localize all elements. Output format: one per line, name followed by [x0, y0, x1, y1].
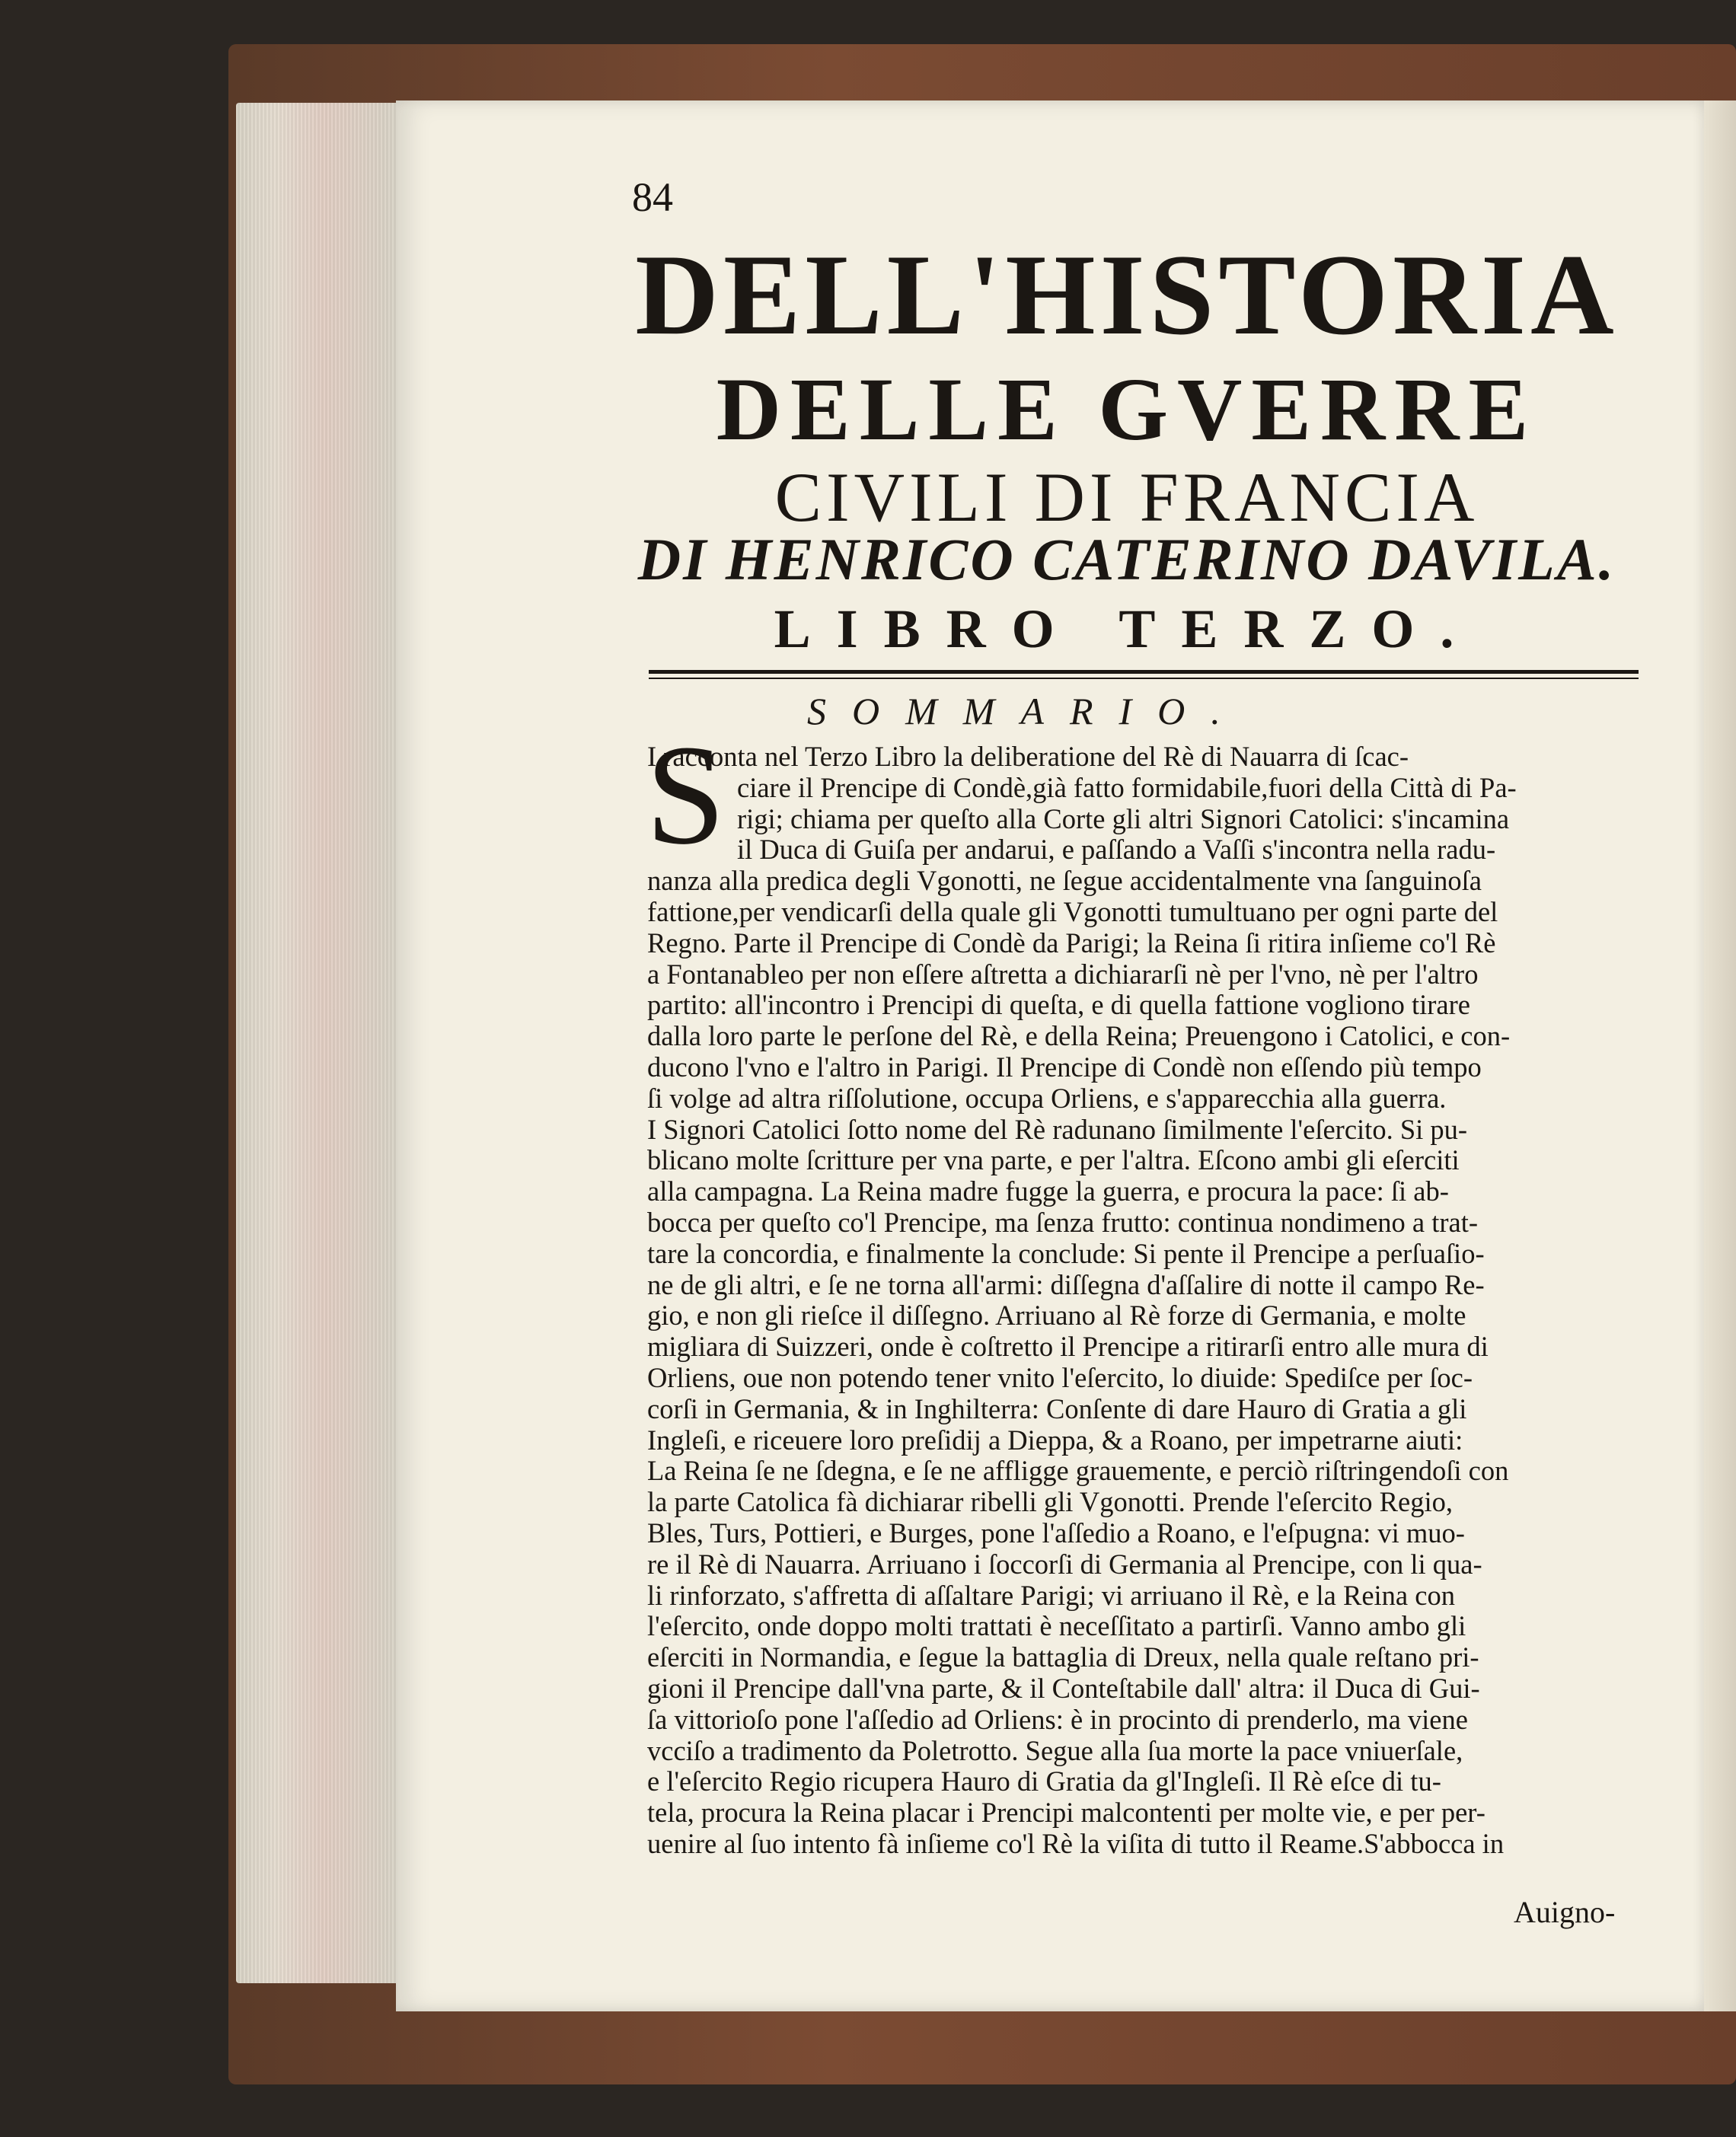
text-line: li rinforzato, s'affretta di aſſaltare Parigi; vi arriuano il Rè, e la Reina con	[647, 1579, 1455, 1611]
sommario-heading: SOMMARIO.	[807, 690, 1246, 732]
heading-rule-thick	[649, 670, 1639, 674]
page-gutter-edge	[1704, 100, 1736, 2011]
text-line: migliara di Suizzeri, onde è coſtretto il Prencipe a ritirarſi entro alle mura di	[647, 1331, 1489, 1363]
title-line-3: CIVILI DI FRANCIA	[774, 458, 1479, 536]
page-edges	[236, 103, 396, 1983]
text-line: l'eſercito, onde doppo molti trattati è neceſſitato a partirſi. Vanno ambo gli	[647, 1610, 1466, 1642]
text-line: vcciſo a tradimento da Poletrotto. Segue alla ſua morte la pace vniuerſale,	[647, 1734, 1463, 1766]
text-line: Orliens, oue non potendo tener vnito l'eſercito, lo diuide: Spediſce per ſoc-	[647, 1362, 1473, 1393]
text-line: dalla loro parte le perſone del Rè, e della Reina; Preuengono i Catolici, e con-	[647, 1020, 1511, 1052]
text-line: alla campagna. La Reina madre fugge la guerra, e procura la pace: ſi ab-	[647, 1175, 1449, 1207]
text-line: ducono l'vno e l'altro in Parigi. Il Prencipe di Condè non eſſendo più tempo	[647, 1051, 1482, 1083]
text-line: re il Rè di Nauarra. Arriuano i ſoccorſi di Germania al Prencipe, con li qua-	[647, 1548, 1482, 1580]
text-line: gio, e non gli rieſce il diſſegno. Arriuano al Rè forze di Germania, e molte	[647, 1300, 1466, 1332]
text-line: nanza alla predica degli Vgonotti, ne ſegue accidentalmente vna ſanguinoſa	[647, 865, 1482, 897]
text-line: corſi in Germania, & in Inghilterra: Conſente di dare Hauro di Gratia a gli	[647, 1392, 1467, 1424]
drop-cap: S	[646, 715, 726, 874]
text-line: Ingleſi, e riceuere loro preſidij a Dieppa, & a Roano, per impetrarne aiuti:	[647, 1424, 1463, 1456]
text-line: blicano molte ſcritture per vna parte, e per l'altra. Eſcono ambi gli eſerciti	[647, 1144, 1460, 1176]
text-line: ſi volge ad altra riſſolutione, occupa Orliens, e s'apparecchia alla guerra.	[647, 1082, 1447, 1114]
text-line: I Signori Catolici ſotto nome del Rè radunano ſimilmente l'eſercito. Si pu-	[647, 1113, 1468, 1145]
text-line: partito: all'incontro i Prencipi di queſta, e di quella fattione vogliono tirare	[647, 989, 1470, 1021]
text-line: ciare il Prencipe di Condè,già fatto formidabile,fuori della Città di Pa-	[737, 771, 1517, 803]
text-line: rigi; chiama per queſto alla Corte gli altri Signori Catolici: s'incamina	[737, 802, 1510, 834]
text-line: la parte Catolica fà dichiarar ribelli gli Vgonotti. Prende l'eſercito Regio,	[647, 1486, 1453, 1518]
text-line: tela, procura la Reina placar i Prencipi malcontenti per molte vie, e per per-	[647, 1797, 1485, 1829]
text-line: ne de gli altri, e ſe ne torna all'armi: diſſegna d'aſſalire di notte il campo Re-	[647, 1268, 1485, 1300]
page-number: 84	[632, 174, 673, 220]
text-line: I racconta nel Terzo Libro la deliberatione del Rè di Nauarra di ſcac-	[647, 741, 1409, 772]
text-line: il Duca di Guiſa per andarui, e paſſando a Vaſſi s'incontra nella radu-	[737, 834, 1496, 866]
heading-rule-thin	[649, 678, 1639, 679]
text-line: e l'eſercito Regio ricupera Hauro di Gratia da gl'Ingleſi. Il Rè eſce di tu-	[647, 1765, 1441, 1797]
text-line: gioni il Prencipe dall'vna parte, & il Conteſtabile dall' altra: il Duca di Gui-	[647, 1673, 1480, 1704]
title-line-2: DELLE GVERRE	[716, 359, 1538, 459]
author-line: DI HENRICO CATERINO DAVILA.	[637, 526, 1616, 592]
title-line-1: DELL'HISTORIA	[635, 231, 1619, 359]
catchword: Auigno-	[1514, 1895, 1616, 1929]
text-line: bocca per queſto co'l Prencipe, ma ſenza frutto: continua nondimeno a trat-	[647, 1207, 1479, 1238]
text-line: tare la concordia, e finalmente la conclude: Si pente il Prencipe a perſuaſio-	[647, 1237, 1485, 1269]
text-line: a Fontanableo per non eſſere aſtretta a dichiararſi nè per l'vno, nè per l'altro	[647, 958, 1479, 990]
text-line: La Reina ſe ne ſdegna, e ſe ne affligge grauemente, e perciò riſtringendoſi con	[647, 1455, 1509, 1487]
text-line: eſerciti in Normandia, e ſegue la battaglia di Dreux, nella quale reſtano pri-	[647, 1641, 1479, 1673]
text-line: uenire al ſuo intento fà inſieme co'l Rè la viſita di tutto il Reame.S'abbocca in	[647, 1828, 1505, 1859]
book-heading: LIBRO TERZO.	[774, 598, 1480, 659]
text-line: fattione,per vendicarſi della quale gli Vgonotti tumultuano per ogni parte del	[647, 896, 1498, 927]
text-line: Bles, Turs, Pottieri, e Burges, pone l'aſſedio a Roano, e l'eſpugna: vi muo-	[647, 1517, 1465, 1549]
text-line: Regno. Parte il Prencipe di Condè da Parigi; la Reina ſi ritira inſieme co'l Rè	[647, 927, 1496, 958]
text-line: ſa vittorioſo pone l'aſſedio ad Orliens: è in procinto di prenderlo, ma viene	[647, 1703, 1468, 1735]
